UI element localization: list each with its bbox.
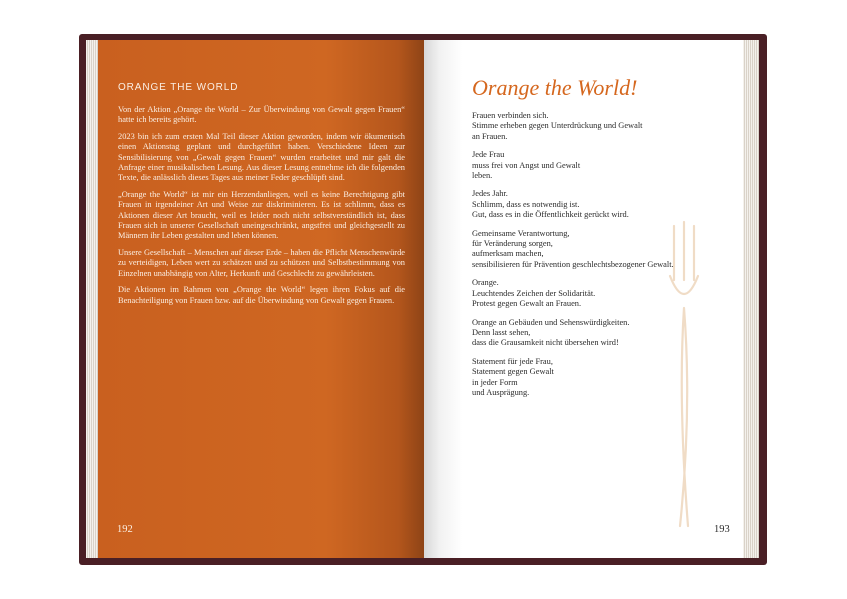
poem-line: dass die Grausamkeit nicht übersehen wird! (472, 338, 619, 348)
poem-line: Statement für jede Frau, (472, 356, 553, 366)
poem-line: Jede Frau (472, 150, 505, 160)
stanza (472, 111, 732, 142)
poem-line: in jeder Form (472, 377, 518, 387)
poem-line: Denn lasst sehen, (472, 327, 531, 337)
stanza (472, 357, 732, 399)
page-number-right: 193 (714, 524, 730, 535)
poem-line: Protest gegen Gewalt an Frauen. (472, 299, 582, 309)
poem-line: für Veränderung sorgen, (472, 239, 553, 249)
right-page (424, 40, 743, 558)
stanza (472, 318, 732, 349)
poem-line: aufmerksam machen, (472, 249, 544, 259)
poem-line: an Frauen. (472, 131, 508, 141)
poem-line: Jedes Jahr. (472, 189, 508, 199)
poem-body (472, 111, 732, 406)
paragraph: 2023 bin ich zum ersten Mal Teil dieser Aktion geworden, indem wir ökumenisch einen Aktionstag geplant und durchgeführt haben. Verschiedene Ideen zur Sensibilisierung von „Gewalt gegen Frauen“ wurden erarbeitet und mir galt die Anfrage einer musikalischen Lesung. Aus dieser Lesung entnehme ich die folgenden Texte, die anlässlich dieses Tages aus meiner Feder geschlüpft sind. (118, 131, 405, 183)
page-edges-left (86, 40, 98, 558)
poem-line: Statement gegen Gewalt (472, 367, 554, 377)
poem-line: Frauen verbinden sich. (472, 111, 549, 120)
left-page-heading: ORANGE THE WORLD (118, 82, 239, 93)
stanza (472, 189, 732, 220)
paragraph: Die Aktionen im Rahmen von „Orange the World“ legen ihren Fokus auf die Benachteiligung von Frauen bzw. auf die Überwindung von Gewalt gegen Frauen. (118, 285, 405, 305)
left-page (98, 40, 424, 558)
stanza (472, 278, 732, 309)
paragraph: Von der Aktion „Orange the World – Zur Überwindung von Gewalt gegen Frauen“ hatte ich bereits gehört. (118, 105, 405, 125)
stanza (472, 229, 732, 271)
poem-line: sensibilisieren für Prävention geschlechtsbezogener Gewalt. (472, 259, 674, 269)
stanza (472, 150, 732, 181)
poem-line: leben. (472, 171, 493, 181)
poem-line: Gut, dass es in die Öffentlichkeit gerückt wird. (472, 210, 629, 220)
poem-line: Schlimm, dass es notwendig ist. (472, 199, 580, 209)
paragraph: „Orange the World“ ist mir ein Herzendanliegen, weil es keine Berechtigung gibt Frauen in irgendeiner Art und Weise zur diskriminieren. Es ist schlimm, dass es Aktionen dieser Art braucht, weil es leider noch nicht selbstverständlich ist, dass Frauen sich in unserer Gesellschaft uneingeschränkt, angstfrei und gleichgestellt zu Männern ihr Leben gestalten und leben können. (118, 189, 405, 241)
poem-line: Orange. (472, 278, 499, 288)
poem-title: Orange the World! (472, 75, 638, 100)
poem-line: und Ausprägung. (472, 387, 530, 397)
poem-line: Stimme erheben gegen Unterdrückung und Gewalt (472, 121, 643, 131)
poem-line: Orange an Gebäuden und Sehenswürdigkeiten. (472, 317, 630, 327)
poem-line: Gemeinsame Verantwortung, (472, 228, 570, 238)
left-page-body (118, 105, 405, 312)
poem-line: muss frei von Angst und Gewalt (472, 160, 581, 170)
page-number-left: 192 (117, 524, 133, 535)
paragraph: Unsere Gesellschaft – Menschen auf dieser Erde – haben die Pflicht Menschenwürde zu verteidigen, Leben wert zu schätzen und zu schützen und Selbstbestimmung von Einzelnen unabhängig von Alter, Herkunft und Geschlecht zu gewährleisten. (118, 247, 405, 278)
poem-line: Leuchtendes Zeichen der Solidarität. (472, 288, 596, 298)
page-edges-right (743, 40, 759, 558)
